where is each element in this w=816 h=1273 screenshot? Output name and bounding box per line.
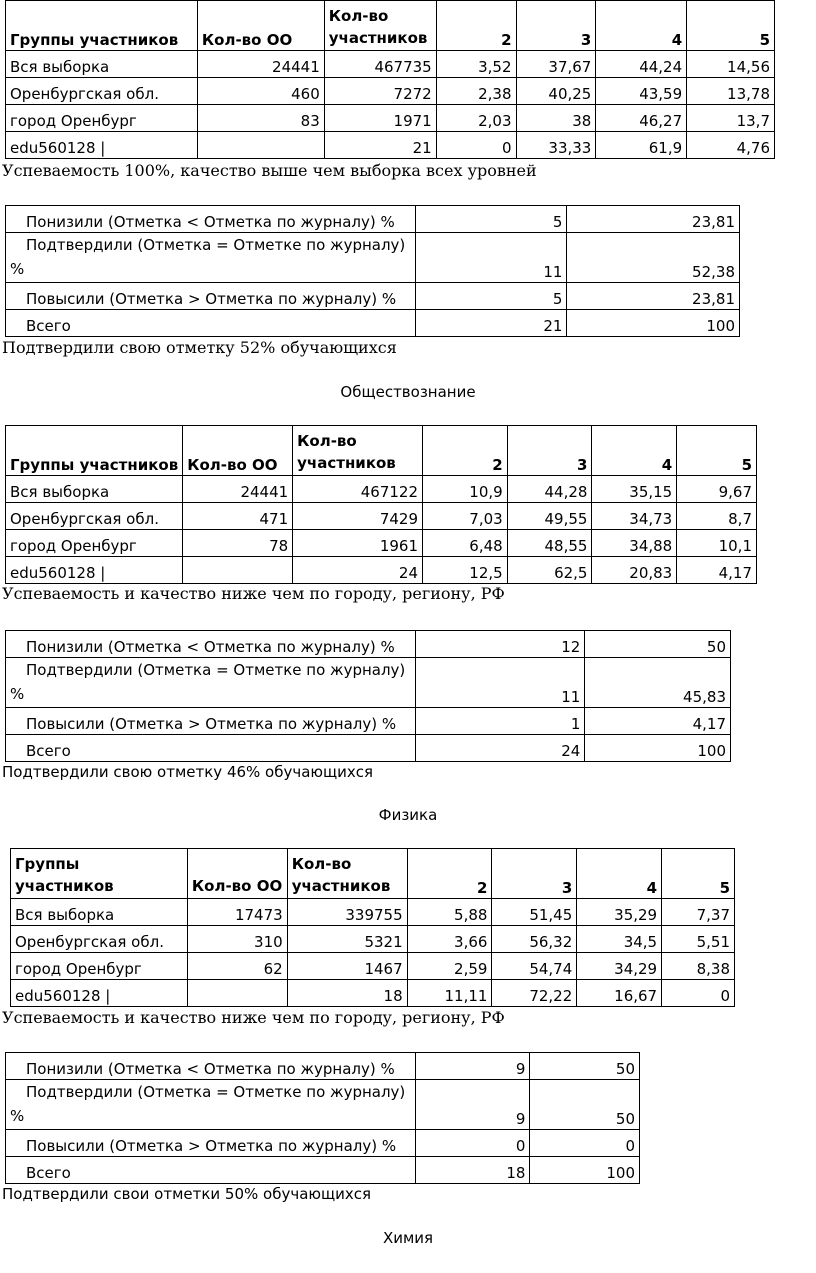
- marks-table-2: [5, 630, 731, 762]
- cell: 339755: [287, 899, 407, 926]
- cell: 1: [415, 708, 584, 735]
- cell: 100: [585, 735, 731, 762]
- cell: 10,9: [423, 476, 508, 503]
- cell: Подтвердили (Отметка = Отметке по журналу) %: [6, 1080, 416, 1130]
- header-schools: Кол-во ОО: [187, 849, 287, 899]
- cell: 5: [415, 283, 567, 310]
- cell: 23,81: [567, 283, 740, 310]
- performance-note-1: Успеваемость 100%, качество выше чем выборка всех уровней: [2, 161, 537, 180]
- conclusion-1: Подтвердили свою отметку 52% обучающихся: [2, 338, 397, 357]
- cell: 18: [415, 1157, 530, 1184]
- cell: Оренбургская обл.: [6, 503, 183, 530]
- cell: город Оренбург: [6, 530, 183, 557]
- cell: 3,52: [436, 51, 516, 78]
- table-row: [11, 926, 735, 953]
- cell: 54,74: [492, 953, 577, 980]
- cell: 3,66: [407, 926, 492, 953]
- table-row: [6, 51, 775, 78]
- cell: Подтвердили (Отметка = Отметке по журналу) %: [6, 233, 416, 283]
- table-row: [6, 1157, 640, 1184]
- cell: 5,88: [407, 899, 492, 926]
- cell: Вся выборка: [6, 476, 183, 503]
- cell: 62: [187, 953, 287, 980]
- results-table-2: [5, 425, 757, 584]
- cell: Всего: [6, 310, 416, 337]
- cell: 34,73: [592, 503, 677, 530]
- cell: 5: [415, 206, 567, 233]
- cell: Повысили (Отметка > Отметка по журналу) %: [6, 1130, 416, 1157]
- table-row: [6, 503, 757, 530]
- cell: 1467: [287, 953, 407, 980]
- table-row: [6, 1130, 640, 1157]
- cell: 62,5: [507, 557, 592, 584]
- cell: 11: [415, 658, 584, 708]
- cell: 6,48: [423, 530, 508, 557]
- cell: edu560128 |: [11, 980, 188, 1007]
- table-row: [6, 132, 775, 159]
- section-title-social-studies: Обществознание: [340, 383, 476, 401]
- cell: Понизили (Отметка < Отметка по журналу) %: [6, 206, 416, 233]
- cell: 0: [662, 980, 735, 1007]
- cell: 13,78: [687, 78, 775, 105]
- cell: 34,88: [592, 530, 677, 557]
- table-row: [6, 631, 731, 658]
- header-grade-4: 4: [596, 1, 687, 51]
- cell: город Оренбург: [6, 105, 198, 132]
- cell: Понизили (Отметка < Отметка по журналу) %: [6, 631, 416, 658]
- cell: 50: [530, 1080, 640, 1130]
- cell: 24: [293, 557, 423, 584]
- cell: 5321: [287, 926, 407, 953]
- cell: Понизили (Отметка < Отметка по журналу) %: [6, 1053, 416, 1080]
- cell: 34,5: [577, 926, 662, 953]
- cell: Оренбургская обл.: [6, 78, 198, 105]
- cell: 310: [187, 926, 287, 953]
- cell: 24441: [197, 51, 324, 78]
- cell: 52,38: [567, 233, 740, 283]
- cell: 2,59: [407, 953, 492, 980]
- cell: 78: [183, 530, 293, 557]
- table-row: [6, 476, 757, 503]
- cell: 9: [415, 1053, 530, 1080]
- performance-note-3: Успеваемость и качество ниже чем по городу, региону, РФ: [2, 1008, 505, 1027]
- table-row: [6, 105, 775, 132]
- cell: 48,55: [507, 530, 592, 557]
- cell: 12: [415, 631, 584, 658]
- table-row: [6, 1080, 640, 1130]
- cell: Всего: [6, 735, 416, 762]
- cell: 18: [287, 980, 407, 1007]
- section-title-chemistry: Химия: [382, 1229, 434, 1247]
- cell: 21: [415, 310, 567, 337]
- table-row: [6, 1053, 640, 1080]
- cell: 7272: [324, 78, 436, 105]
- table-row: [6, 283, 740, 310]
- cell: 10,1: [677, 530, 757, 557]
- header-groups: Группы участников: [6, 426, 183, 476]
- cell: Подтвердили (Отметка = Отметке по журналу) %: [6, 658, 416, 708]
- cell: 40,25: [516, 78, 596, 105]
- table-header-row: [11, 849, 735, 899]
- table-row: [6, 206, 740, 233]
- cell: 51,45: [492, 899, 577, 926]
- cell: 2,03: [436, 105, 516, 132]
- cell: 44,28: [507, 476, 592, 503]
- cell: 460: [197, 78, 324, 105]
- cell: 2,38: [436, 78, 516, 105]
- cell: 14,56: [687, 51, 775, 78]
- cell: 471: [183, 503, 293, 530]
- cell: 9,67: [677, 476, 757, 503]
- cell: 61,9: [596, 132, 687, 159]
- header-grade-3: 3: [492, 849, 577, 899]
- section-title-physics: Физика: [378, 806, 438, 824]
- cell: 34,29: [577, 953, 662, 980]
- table-row: [6, 735, 731, 762]
- cell: Вся выборка: [11, 899, 188, 926]
- marks-table-1: [5, 205, 740, 337]
- cell: 20,83: [592, 557, 677, 584]
- cell: 100: [567, 310, 740, 337]
- cell: Повысили (Отметка > Отметка по журналу) %: [6, 283, 416, 310]
- cell: 0: [436, 132, 516, 159]
- table-row: [11, 899, 735, 926]
- cell: 4,17: [585, 708, 731, 735]
- cell: 8,7: [677, 503, 757, 530]
- header-schools: Кол-во ОО: [197, 1, 324, 51]
- cell: 35,29: [577, 899, 662, 926]
- header-schools: Кол-во ОО: [183, 426, 293, 476]
- cell: 56,32: [492, 926, 577, 953]
- marks-table-3: [5, 1052, 640, 1184]
- cell: 7,37: [662, 899, 735, 926]
- header-grade-3: 3: [516, 1, 596, 51]
- results-table-3: [10, 848, 735, 1007]
- cell: 46,27: [596, 105, 687, 132]
- cell: 50: [530, 1053, 640, 1080]
- header-participants: Кол-во участников: [324, 1, 436, 51]
- cell: 24441: [183, 476, 293, 503]
- header-grade-2: 2: [407, 849, 492, 899]
- header-grade-4: 4: [592, 426, 677, 476]
- cell: 1971: [324, 105, 436, 132]
- table-row: [11, 953, 735, 980]
- cell: 4,76: [687, 132, 775, 159]
- cell: 9: [415, 1080, 530, 1130]
- cell: 467735: [324, 51, 436, 78]
- header-grade-4: 4: [577, 849, 662, 899]
- header-groups: Группы участников: [6, 1, 198, 51]
- cell: 12,5: [423, 557, 508, 584]
- conclusion-2: Подтвердили свою отметку 46% обучающихся: [2, 763, 374, 781]
- cell: 44,24: [596, 51, 687, 78]
- cell: 0: [530, 1130, 640, 1157]
- cell: 4,17: [677, 557, 757, 584]
- cell: 1961: [293, 530, 423, 557]
- cell: 35,15: [592, 476, 677, 503]
- header-grade-5: 5: [677, 426, 757, 476]
- header-participants: Кол-во участников: [293, 426, 423, 476]
- cell: Всего: [6, 1157, 416, 1184]
- cell: 17473: [187, 899, 287, 926]
- table-row: [6, 78, 775, 105]
- cell: 72,22: [492, 980, 577, 1007]
- cell: 21: [324, 132, 436, 159]
- cell: 45,83: [585, 658, 731, 708]
- header-grade-2: 2: [423, 426, 508, 476]
- header-grade-2: 2: [436, 1, 516, 51]
- cell: 8,38: [662, 953, 735, 980]
- cell: [187, 980, 287, 1007]
- cell: 49,55: [507, 503, 592, 530]
- table-row: [6, 658, 731, 708]
- cell: 83: [197, 105, 324, 132]
- cell: 11,11: [407, 980, 492, 1007]
- cell: город Оренбург: [11, 953, 188, 980]
- table-row: [6, 557, 757, 584]
- cell: 11: [415, 233, 567, 283]
- cell: 16,67: [577, 980, 662, 1007]
- table-row: [6, 310, 740, 337]
- cell: 5,51: [662, 926, 735, 953]
- cell: Оренбургская обл.: [11, 926, 188, 953]
- cell: 37,67: [516, 51, 596, 78]
- cell: 100: [530, 1157, 640, 1184]
- performance-note-2: Успеваемость и качество ниже чем по городу, региону, РФ: [2, 584, 505, 603]
- cell: 23,81: [567, 206, 740, 233]
- table-row: [6, 708, 731, 735]
- cell: 33,33: [516, 132, 596, 159]
- table-row: [6, 233, 740, 283]
- cell: Вся выборка: [6, 51, 198, 78]
- table-row: [6, 530, 757, 557]
- cell: 43,59: [596, 78, 687, 105]
- header-grade-3: 3: [507, 426, 592, 476]
- table-header-row: [6, 1, 775, 51]
- cell: 7,03: [423, 503, 508, 530]
- results-table-1: [5, 0, 775, 159]
- header-participants: Кол-во участников: [287, 849, 407, 899]
- conclusion-3: Подтвердили свои отметки 50% обучающихся: [2, 1185, 372, 1203]
- cell: 0: [415, 1130, 530, 1157]
- cell: 13,7: [687, 105, 775, 132]
- cell: 38: [516, 105, 596, 132]
- header-grade-5: 5: [687, 1, 775, 51]
- cell: edu560128 |: [6, 132, 198, 159]
- header-groups: Группы участников: [11, 849, 188, 899]
- table-header-row: [6, 426, 757, 476]
- cell: 467122: [293, 476, 423, 503]
- cell: [183, 557, 293, 584]
- table-row: [11, 980, 735, 1007]
- cell: 50: [585, 631, 731, 658]
- cell: 24: [415, 735, 584, 762]
- cell: Повысили (Отметка > Отметка по журналу) %: [6, 708, 416, 735]
- cell: 7429: [293, 503, 423, 530]
- cell: [197, 132, 324, 159]
- cell: edu560128 |: [6, 557, 183, 584]
- header-grade-5: 5: [662, 849, 735, 899]
